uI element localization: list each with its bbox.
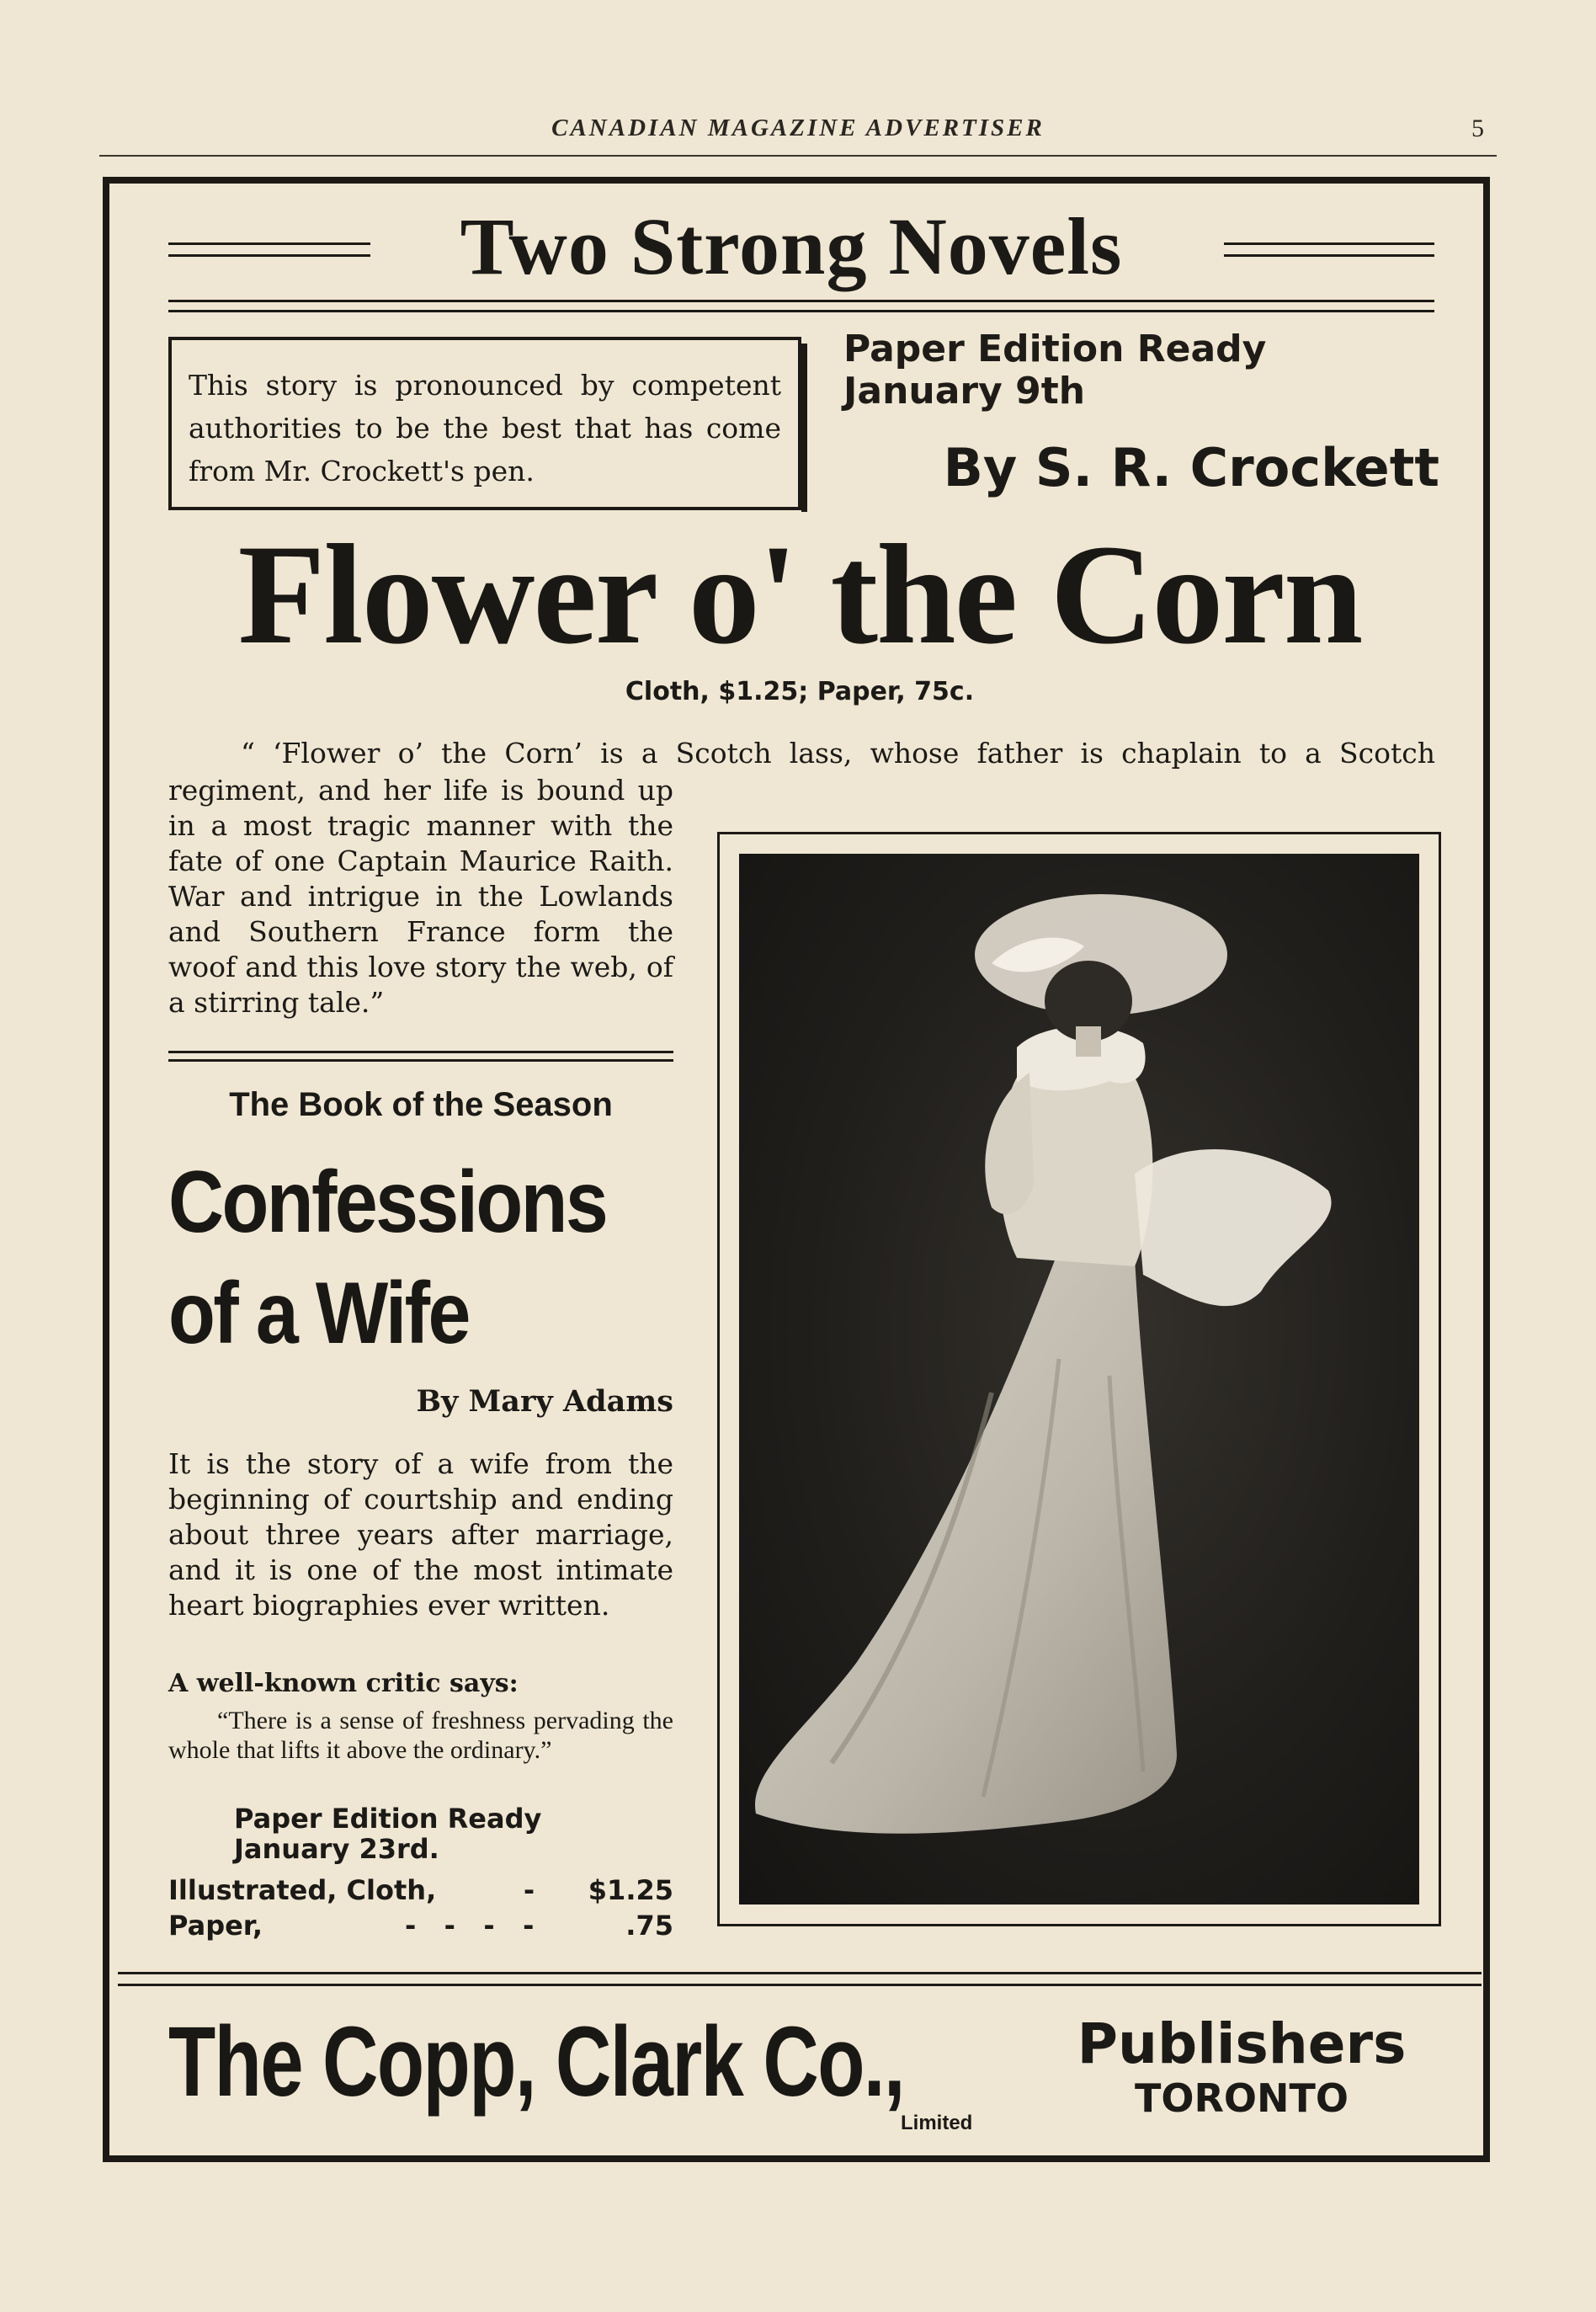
publishers-label: Publishers bbox=[1077, 2011, 1407, 2076]
book2-rule-top bbox=[168, 1051, 673, 1053]
price-label-cloth: Illustrated, Cloth, bbox=[168, 1874, 437, 1906]
header-rule bbox=[99, 155, 1497, 157]
price-dashes-cloth: - bbox=[523, 1874, 535, 1906]
critic-label: A well-known critic says: bbox=[168, 1669, 519, 1698]
section-rule-bottom bbox=[168, 310, 1434, 312]
endorsement-box: This story is pronounced by competent authorities to be the best that has come from Mr. Crockett's pen. bbox=[168, 337, 801, 510]
headline-rule-right-top bbox=[1224, 242, 1434, 245]
book2-description: It is the story of a wife from the beginning of courtship and ending about three years after marriage, and it is one of the most intimate heart biographies ever written. bbox=[168, 1447, 673, 1622]
book1-price: Cloth, $1.25; Paper, 75c. bbox=[625, 677, 975, 706]
critic-quote: “There is a sense of freshness pervading the whole that lifts it above the ordinary.” bbox=[168, 1707, 673, 1764]
publisher-limited: Limited bbox=[901, 2112, 973, 2134]
headline: Two Strong Novels bbox=[460, 201, 1123, 291]
illustration-image bbox=[739, 854, 1419, 1904]
book1-description-first-line: “ ‘Flower o’ the Corn’ is a Scotch lass, whose father is chaplain to a Scotch bbox=[241, 737, 1435, 770]
headline-rule-right-bottom bbox=[1224, 254, 1434, 257]
price-label-paper: Paper, bbox=[168, 1910, 263, 1942]
book2-title bbox=[168, 1147, 628, 1369]
headline-rule-left-top bbox=[168, 242, 370, 245]
woman-in-gown-illustration bbox=[739, 854, 1419, 1904]
book1-edition-line2: January 9th bbox=[843, 370, 1086, 413]
book2-title-line2: of a Wife bbox=[168, 1265, 469, 1362]
book2-edition-notice bbox=[234, 1803, 672, 1864]
headline-rule-left-bottom bbox=[168, 254, 370, 257]
footer-rule-bottom bbox=[118, 1984, 1482, 1986]
book2-edition-line2: January 23rd. bbox=[234, 1833, 439, 1865]
price-row-cloth bbox=[168, 1874, 673, 1906]
price-row-paper bbox=[168, 1910, 673, 1942]
price-value-paper: .75 bbox=[625, 1910, 673, 1942]
running-header: CANADIAN MAGAZINE ADVERTISER bbox=[551, 115, 1045, 141]
publisher-city: TORONTO bbox=[1135, 2075, 1349, 2121]
price-dashes-paper: - - - - bbox=[404, 1910, 535, 1942]
section-rule-top bbox=[168, 300, 1434, 302]
book1-author: By S. R. Crockett bbox=[943, 437, 1439, 498]
book2-tagline: The Book of the Season bbox=[229, 1086, 613, 1123]
page-number: 5 bbox=[1471, 115, 1484, 142]
publisher-name: The Copp, Clark Co., bbox=[168, 2006, 904, 2118]
book2-title-line1: Confessions bbox=[168, 1153, 607, 1251]
book2-author: By Mary Adams bbox=[416, 1384, 673, 1419]
book1-description: regiment, and her life is bound up in a most tragic manner with the fate of one Captain Maurice Raith. War and intrigue in the Lowlands and Southern France form the woof and this love story the web, of a stirring tale.” bbox=[168, 774, 673, 1019]
book1-edition-line1: Paper Edition Ready bbox=[843, 328, 1267, 370]
book1-edition-notice bbox=[843, 328, 1349, 413]
book1-title: Flower o' the Corn bbox=[237, 515, 1362, 674]
book2-rule-bottom bbox=[168, 1059, 673, 1062]
price-value-cloth: $1.25 bbox=[588, 1874, 673, 1906]
footer-rule-top bbox=[118, 1972, 1482, 1974]
book2-edition-line1: Paper Edition Ready bbox=[234, 1803, 542, 1835]
